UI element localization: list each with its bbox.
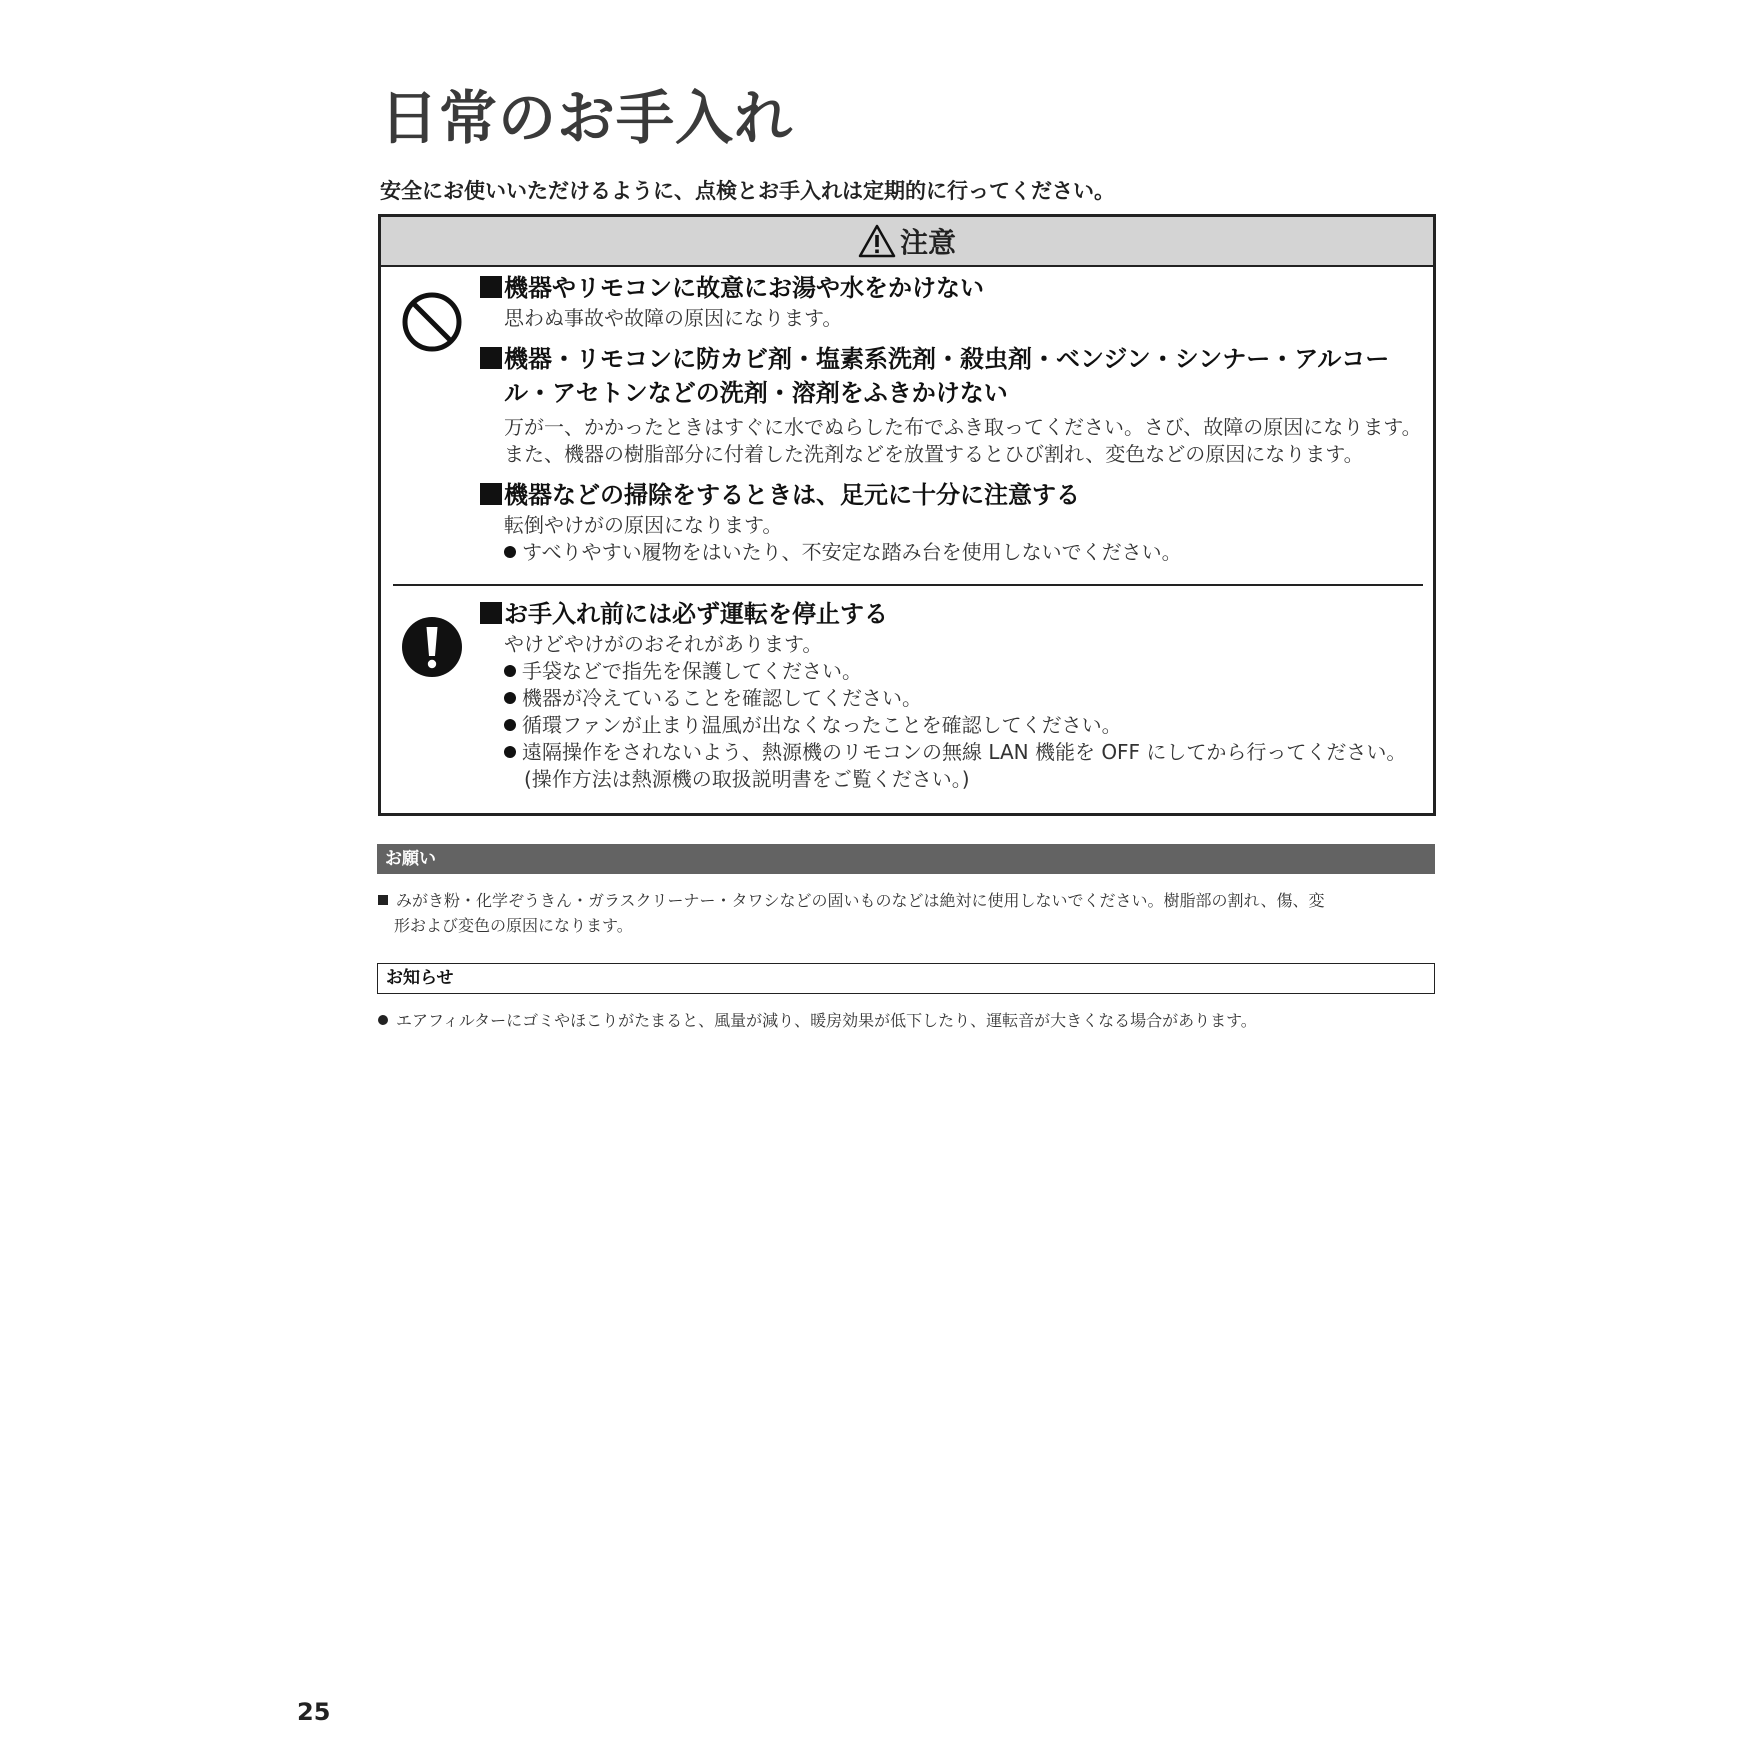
intro-text: 安全にお使いいただけるように、点検とお手入れは定期的に行ってください。 bbox=[380, 179, 1115, 203]
bullet-line: 機器が冷えていることを確認してください。 bbox=[480, 685, 1425, 712]
page-number: 25 bbox=[297, 1698, 331, 1726]
bullet-dot-icon bbox=[504, 546, 516, 558]
square-bullet-icon bbox=[480, 276, 502, 298]
bullet-line: 循環ファンが止まり温風が出なくなったことを確認してください。 bbox=[480, 712, 1425, 739]
warning-triangle-icon bbox=[858, 224, 896, 258]
bullet-dot-icon bbox=[378, 1015, 388, 1025]
notice-text: エアフィルターにゴミやほこりがたまると、風量が減り、暖房効果が低下したり、運転音が大きくなる場合があります。 bbox=[378, 1008, 1436, 1033]
item-body: やけどやけがのおそれがあります。 bbox=[504, 632, 823, 656]
caution-box bbox=[378, 214, 1436, 816]
request-bar: お願い bbox=[377, 844, 1435, 874]
section-divider bbox=[393, 584, 1423, 586]
notice-bar: お知らせ bbox=[377, 963, 1435, 994]
exclamation-icon bbox=[401, 616, 463, 678]
note-line: (操作方法は熱源機の取扱説明書をご覧ください。) bbox=[524, 767, 970, 791]
square-bullet-icon bbox=[480, 602, 502, 624]
bullet-dot-icon bbox=[504, 746, 516, 758]
caution-header bbox=[381, 217, 1433, 267]
bullet-line: すべりやすい履物をはいたり、不安定な踏み台を使用しないでください。 bbox=[480, 539, 1425, 566]
item-body: また、機器の樹脂部分に付着した洗剤などを放置するとひび割れ、変色などの原因になります。 bbox=[504, 442, 1364, 466]
prohibition-icon bbox=[401, 291, 463, 353]
item-body: 万が一、かかったときはすぐに水でぬらした布でふき取ってください。さび、故障の原因になります。 bbox=[504, 415, 1422, 439]
item-title: 機器などの掃除をするときは、足元に十分に注意する bbox=[504, 481, 1080, 509]
prohibit-item bbox=[480, 342, 1425, 468]
bullet-line: 手袋などで指先を保護してください。 bbox=[480, 658, 1425, 685]
request-text: みがき粉・化学ぞうきん・ガラスクリーナー・タワシなどの固いものなどは絶対に使用しないでください。樹脂部の割れ、傷、変 形および変色の原因になります。 bbox=[378, 888, 1436, 938]
bullet-dot-icon bbox=[504, 692, 516, 704]
bullet-dot-icon bbox=[504, 719, 516, 731]
item-title: 機器・リモコンに防カビ剤・塩素系洗剤・殺虫剤・ベンジン・シンナー・アルコール・アセトンなどの洗剤・溶剤をふきかけない bbox=[504, 345, 1390, 407]
prohibit-item bbox=[480, 478, 1425, 566]
bullet-line: 遠隔操作をされないよう、熱源機のリモコンの無線 LAN 機能を OFF にしてから行ってください。 bbox=[480, 739, 1425, 766]
item-body: 思わぬ事故や故障の原因になります。 bbox=[504, 306, 843, 330]
page-title: 日常のお手入れ bbox=[380, 84, 794, 152]
item-title: 機器やリモコンに故意にお湯や水をかけない bbox=[504, 274, 984, 302]
prohibit-item bbox=[480, 271, 1425, 332]
item-body: 転倒やけがの原因になります。 bbox=[504, 513, 783, 537]
square-bullet-icon bbox=[480, 347, 502, 369]
mandatory-item bbox=[480, 597, 1425, 793]
item-title: お手入れ前には必ず運転を停止する bbox=[504, 600, 888, 628]
caution-label: 注意 bbox=[899, 226, 956, 259]
square-bullet-icon bbox=[480, 483, 502, 505]
square-bullet-icon bbox=[378, 895, 388, 905]
bullet-dot-icon bbox=[504, 665, 516, 677]
